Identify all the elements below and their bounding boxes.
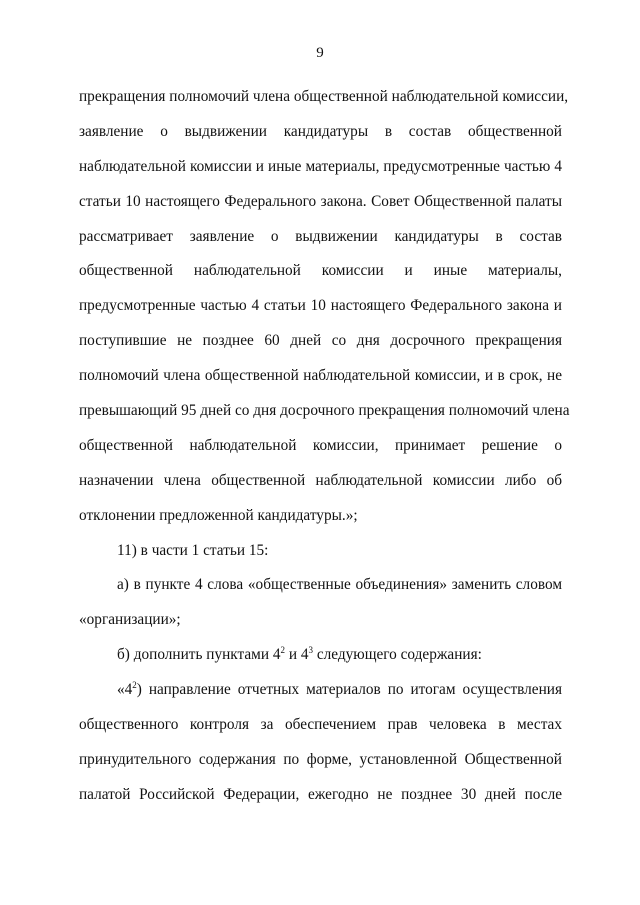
text-line: принудительного содержания по форме, установленной Общественной: [79, 750, 562, 768]
text-line: прекращения полномочий члена общественной наблюдательной комиссии,: [79, 88, 569, 105]
text-fragment: и 4: [285, 646, 309, 664]
text-line: общественной наблюдательной комиссии, принимает решение о: [79, 436, 562, 454]
text-line: «организации»;: [79, 611, 181, 629]
text-line: палатой Российской Федерации, ежегодно не позднее 30 дней после: [79, 785, 562, 803]
page-number: 9: [316, 45, 324, 61]
text-line: заявление о выдвижении кандидатуры в состав общественной: [79, 122, 562, 140]
superscript: 2: [132, 680, 137, 691]
text-line: 11) в части 1 статьи 15:: [117, 541, 269, 559]
text-fragment: «4: [117, 681, 133, 699]
text-fragment: ) направление отчетных материалов по итогам осуществления: [136, 681, 562, 699]
paragraph-block-top: [79, 80, 570, 638]
text-line: предусмотренные частью 4 статьи 10 настоящего Федерального закона и: [79, 297, 562, 315]
text-line: назначении члена общественной наблюдательной комиссии либо об: [79, 471, 562, 489]
text-line: общественного контроля за обеспечением прав человека в местах: [79, 716, 562, 734]
text-line: превышающий 95 дней со дня досрочного прекращения полномочий члена: [79, 402, 570, 420]
text-line-item-4-2: [79, 673, 562, 708]
text-line: а) в пункте 4 слова «общественные объединения» заменить словом: [117, 576, 562, 594]
superscript: 2: [280, 645, 286, 656]
text-line: статьи 10 настоящего Федерального закона. Совет Общественной палаты: [79, 192, 562, 210]
text-line-item-b: [79, 638, 562, 673]
text-line: наблюдательной комиссии и иные материалы, предусмотренные частью 4: [79, 157, 562, 175]
text-fragment: б) дополнить пунктами 4: [117, 646, 281, 664]
text-fragment: следующего содержания:: [313, 646, 482, 664]
superscript: 3: [308, 645, 313, 656]
text-line: полномочий члена общественной наблюдательной комиссии, и в срок, не: [79, 367, 562, 385]
text-line: поступившие не позднее 60 дней со дня досрочного прекращения: [79, 332, 562, 350]
text-line: общественной наблюдательной комиссии и иные материалы,: [79, 262, 562, 280]
body-text: [79, 80, 570, 813]
paragraph-block-tail: [79, 708, 562, 813]
text-line: отклонении предложенной кандидатуры.»;: [79, 506, 358, 524]
text-line: рассматривает заявление о выдвижении кандидатуры в состав: [79, 227, 562, 245]
